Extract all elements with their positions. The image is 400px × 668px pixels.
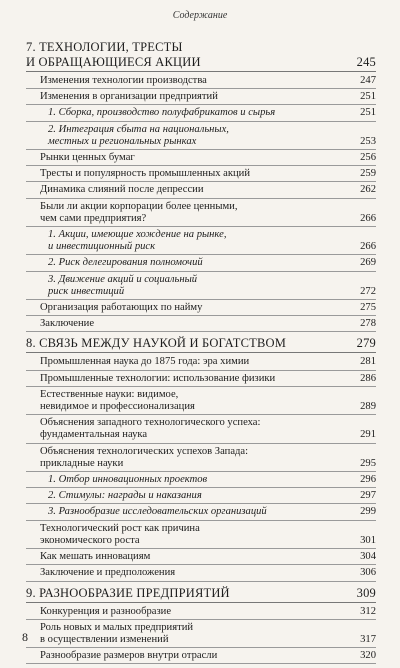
chapter-section — [26, 40, 376, 332]
entry-page: 320 — [360, 650, 376, 662]
toc-entry[interactable] — [26, 89, 376, 105]
entry-title: Объяснения западного технологического успеха: фундаментальная наука — [40, 417, 261, 441]
toc-subentry[interactable] — [26, 472, 376, 488]
entry-page: 259 — [360, 168, 376, 180]
toc-entry[interactable] — [26, 521, 376, 549]
entry-page: 266 — [360, 212, 376, 224]
toc-entry[interactable] — [26, 565, 376, 581]
entry-page: 297 — [360, 490, 376, 502]
chapter-section — [26, 586, 376, 665]
entry-page: 269 — [360, 257, 376, 269]
toc-entry[interactable] — [26, 166, 376, 182]
entry-page: 256 — [360, 152, 376, 164]
entry-title: Заключение — [40, 318, 95, 330]
entry-page: 262 — [360, 184, 376, 196]
entry-title: 1. Сборка, производство полуфабрикатов и сырья — [48, 107, 276, 119]
toc-entry[interactable] — [26, 199, 376, 227]
entry-title: 1. Акции, имеющие хождение на рынке, и инвестиционный риск — [48, 229, 227, 253]
chapter-heading[interactable] — [26, 40, 376, 72]
entry-title: Тресты и популярность промышленных акций — [40, 168, 250, 180]
toc-entry[interactable] — [26, 300, 376, 316]
entry-page: 272 — [360, 285, 376, 297]
toc-subentry[interactable] — [26, 105, 376, 121]
entry-page: 278 — [360, 318, 376, 330]
entry-title: Динамика слияний после депрессии — [40, 184, 204, 196]
entry-page: 295 — [360, 457, 376, 469]
toc-entry[interactable] — [26, 387, 376, 415]
toc-entry[interactable] — [26, 371, 376, 387]
toc-entry[interactable] — [26, 549, 376, 565]
toc-entry[interactable] — [26, 620, 376, 648]
entry-title: Заключение и предположения — [40, 567, 176, 579]
entry-title: Разнообразие размеров внутри отрасли — [40, 650, 218, 662]
entry-title: Организация работающих по найму — [40, 302, 203, 314]
page-number: 8 — [22, 630, 28, 644]
entry-title: Технологический рост как причина экономического роста — [40, 522, 200, 546]
toc-subentry[interactable] — [26, 272, 376, 300]
entry-title: 2. Интеграция сбыта на национальных, местных и региональных рынках — [48, 123, 229, 147]
entry-page: 251 — [360, 107, 376, 119]
entry-page: 266 — [360, 241, 376, 253]
chapter-section — [26, 336, 376, 581]
entry-title: Роль новых и малых предприятий в осуществлении изменений — [40, 621, 194, 645]
entry-title: 2. Риск делегирования полномочий — [48, 257, 203, 269]
entry-page: 251 — [360, 91, 376, 103]
entry-title: Изменения в организации предприятий — [40, 91, 218, 103]
entry-title: 1. Отбор инновационных проектов — [48, 474, 208, 486]
chapter-page: 245 — [356, 55, 376, 69]
chapter-heading[interactable] — [26, 336, 376, 353]
chapter-page: 309 — [356, 585, 376, 600]
entry-page: 299 — [360, 506, 376, 518]
toc-subentry[interactable] — [26, 504, 376, 520]
entry-page: 275 — [360, 302, 376, 314]
toc-entry[interactable] — [26, 182, 376, 198]
entry-title: Объяснения технологических успехов Запада: прикладные науки — [40, 445, 249, 469]
toc-subentry[interactable] — [26, 227, 376, 255]
entry-page: 286 — [360, 372, 376, 384]
entry-page: 301 — [360, 534, 376, 546]
entry-page: 306 — [360, 567, 376, 579]
entry-title: 3. Движение акций и социальный риск инвестиций — [48, 273, 198, 297]
entry-title: Рынки ценных бумаг — [40, 152, 135, 164]
entry-title: Промышленные технологии: использование физики — [40, 372, 276, 384]
toc-entry[interactable] — [26, 354, 376, 370]
entry-title: Промышленная наука до 1875 года: эра химии — [40, 356, 250, 368]
entry-title: Естественные науки: видимое, невидимое и профессионализация — [40, 388, 195, 413]
entry-title: 3. Разнообразие исследовательских организаций — [48, 506, 267, 518]
table-of-contents — [26, 40, 376, 668]
chapter-heading[interactable] — [26, 586, 376, 603]
toc-subentry[interactable] — [26, 488, 376, 504]
entry-page: 304 — [360, 551, 376, 563]
entry-title: Конкуренция и разнообразие — [40, 605, 172, 617]
chapter-page: 279 — [356, 336, 376, 351]
entry-page: 312 — [360, 605, 376, 617]
chapter-title: 7. ТЕХНОЛОГИИ, ТРЕСТЫ И ОБРАЩАЮЩИЕСЯ АКЦИИ — [26, 40, 201, 69]
toc-subentry[interactable] — [26, 122, 376, 150]
entry-page: 291 — [360, 429, 376, 441]
entry-page: 253 — [360, 135, 376, 147]
entry-page: 289 — [360, 401, 376, 413]
toc-entry[interactable] — [26, 73, 376, 89]
toc-entry[interactable] — [26, 316, 376, 332]
entry-title: Изменения технологии производства — [40, 75, 207, 86]
toc-entry[interactable] — [26, 648, 376, 664]
entry-page: 247 — [360, 75, 376, 86]
entry-page: 296 — [360, 474, 376, 486]
entry-page: 281 — [360, 356, 376, 368]
toc-entry[interactable] — [26, 604, 376, 620]
entry-title: Были ли акции корпорации более ценными, чем сами предприятия? — [40, 200, 238, 224]
chapter-title: 8. СВЯЗЬ МЕЖДУ НАУКОЙ И БОГАТСТВОМ — [26, 336, 287, 351]
entry-title: Как мешать инновациям — [40, 551, 151, 563]
entry-page: 317 — [360, 633, 376, 645]
toc-entry[interactable] — [26, 444, 376, 472]
running-header: Содержание — [172, 10, 228, 21]
toc-entry[interactable] — [26, 150, 376, 166]
toc-entry[interactable] — [26, 415, 376, 443]
entry-title: 2. Стимулы: награды и наказания — [48, 490, 202, 502]
toc-subentry[interactable] — [26, 255, 376, 271]
chapter-title: 9. РАЗНООБРАЗИЕ ПРЕДПРИЯТИЙ — [26, 585, 230, 600]
